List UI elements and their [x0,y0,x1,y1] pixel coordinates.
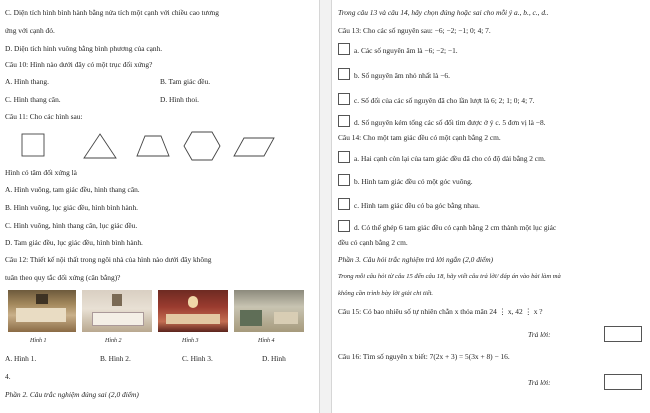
q12-option-c: C. Hình 3. [182,354,213,363]
left-page [0,0,320,413]
checkbox-q13-b[interactable] [338,68,350,80]
part-3-instructions: Trong mỗi câu hỏi từ câu 15 đến câu 18, hãy viết câu trả lời/ đáp án vào bài làm mà [338,273,561,280]
checkbox-q13-a[interactable] [338,43,350,55]
caption-hinh-1: Hình 1 [30,338,47,344]
interior-photo-4 [234,290,304,332]
q13-statement-a: a. Các số nguyên âm là −6; −2; −1. [354,46,458,55]
caption-hinh-3: Hình 3 [182,338,199,344]
question-11-title: Câu 11: Cho các hình sau: [5,112,83,121]
q12-option-d: D. Hình [262,354,286,363]
interior-photo-2 [82,290,152,332]
question-12-title-continued: tuân theo quy tắc đối xứng (cân bằng)? [5,273,121,282]
checkbox-q13-c[interactable] [338,93,350,105]
q12-option-a: A. Hình 1. [5,354,37,363]
option-d-text: D. Diện tích hình vuông bằng bình phương của cạnh. [5,44,163,53]
q11-option-c: C. Hình vuông, hình thang cân, lục giác đều. [5,221,138,230]
part-2-instructions: Trong câu 13 và câu 14, hãy chọn đúng hoặc sai cho mỗi ý a., b., c., d.. [338,8,549,17]
q11-option-a: A. Hình vuông, tam giác đều, hình thang cân. [5,185,140,194]
q10-option-d: D. Hình thoi. [160,95,200,104]
question-12-title: Câu 12: Thiết kế nội thất trong ngôi nhà của hình nào dưới đây không [5,255,212,264]
trapezoid-icon [135,134,171,158]
q11-option-b: B. Hình vuông, lục giác đều, hình bình hành. [5,203,139,212]
hexagon-icon [182,130,222,162]
q11-option-d: D. Tam giác đều, lục giác đều, hình bình hành. [5,238,143,247]
answer-label-q16: Trả lời: [528,378,551,387]
q14-statement-b: b. Hình tam giác đều có một góc vuông. [354,177,473,186]
interior-photo-3 [158,290,228,332]
checkbox-q14-d[interactable] [338,220,350,232]
question-16-text: Câu 16: Tìm số nguyên x biết: 7(2x + 3) = 5(3x + 8) − 16. [338,352,510,361]
checkbox-q14-a[interactable] [338,151,350,163]
question-11-prompt: Hình có tâm đối xứng là [5,168,77,177]
q14-statement-c: c. Hình tam giác đều có ba góc bằng nhau. [354,201,480,210]
q10-option-b: B. Tam giác đều. [160,77,211,86]
part-2-heading: Phần 2. Câu trắc nghiệm đúng sai (2,0 điểm) [5,390,139,399]
question-10-title: Câu 10: Hình nào dưới đây có một trục đối xứng? [5,60,153,69]
interior-photo-1 [8,290,76,332]
question-14-title: Câu 14: Cho một tam giác đều có một cạnh bằng 2 cm. [338,133,501,142]
right-page [331,0,650,413]
answer-box-q16[interactable] [604,374,642,390]
q13-statement-c: c. Số đối của các số nguyên đã cho lần lượt là 6; 2; 1; 0; 4; 7. [354,96,535,105]
q14-statement-d-continued: đều có cạnh bằng 2 cm. [338,238,408,247]
caption-hinh-2: Hình 2 [105,338,122,344]
triangle-icon [82,132,118,160]
option-c-continued: ứng với cạnh đó. [5,26,55,35]
checkbox-q14-c[interactable] [338,198,350,210]
caption-hinh-4: Hình 4 [258,338,275,344]
square-icon [20,132,46,158]
q14-statement-d: d. Có thể ghép 6 tam giác đều có cạnh bằng 2 cm thành một lục giác [354,223,557,232]
checkbox-q14-b[interactable] [338,174,350,186]
q12-option-b: B. Hình 2. [100,354,131,363]
answer-label-q15: Trả lời: [528,330,551,339]
q10-option-a: A. Hình thang. [5,77,49,86]
part-3-instructions-continued: không cần trình bày lời giải chi tiết. [338,290,434,297]
answer-box-q15[interactable] [604,326,642,342]
q14-statement-a: a. Hai cạnh còn lại của tam giác đều đã cho có độ dài bằng 2 cm. [354,154,546,163]
option-c-text: C. Diện tích hình bình hành bằng nửa tích một cạnh với chiều cao tương [5,8,219,17]
part-3-heading: Phần 3. Câu hỏi trắc nghiệm trả lời ngắn (2,0 điểm) [338,255,494,264]
q13-statement-d: d. Số nguyên kém tổng các số đối tìm được ở ý c. 5 đơn vị là −8. [354,118,546,127]
checkbox-q13-d[interactable] [338,115,350,127]
q10-option-c: C. Hình thang cân. [5,95,61,104]
question-13-title: Câu 13: Cho các số nguyên sau: −6; −2; −1; 0; 4; 7. [338,26,491,35]
parallelogram-icon [232,136,276,158]
q13-statement-b: b. Số nguyên âm nhỏ nhất là −6. [354,71,450,80]
question-15-text: Câu 15: Có bao nhiêu số tự nhiên chẵn x thỏa mãn 24 ⋮ x, 42 ⋮ x ? [338,307,543,316]
q12-option-d-continued: 4. [5,372,11,381]
